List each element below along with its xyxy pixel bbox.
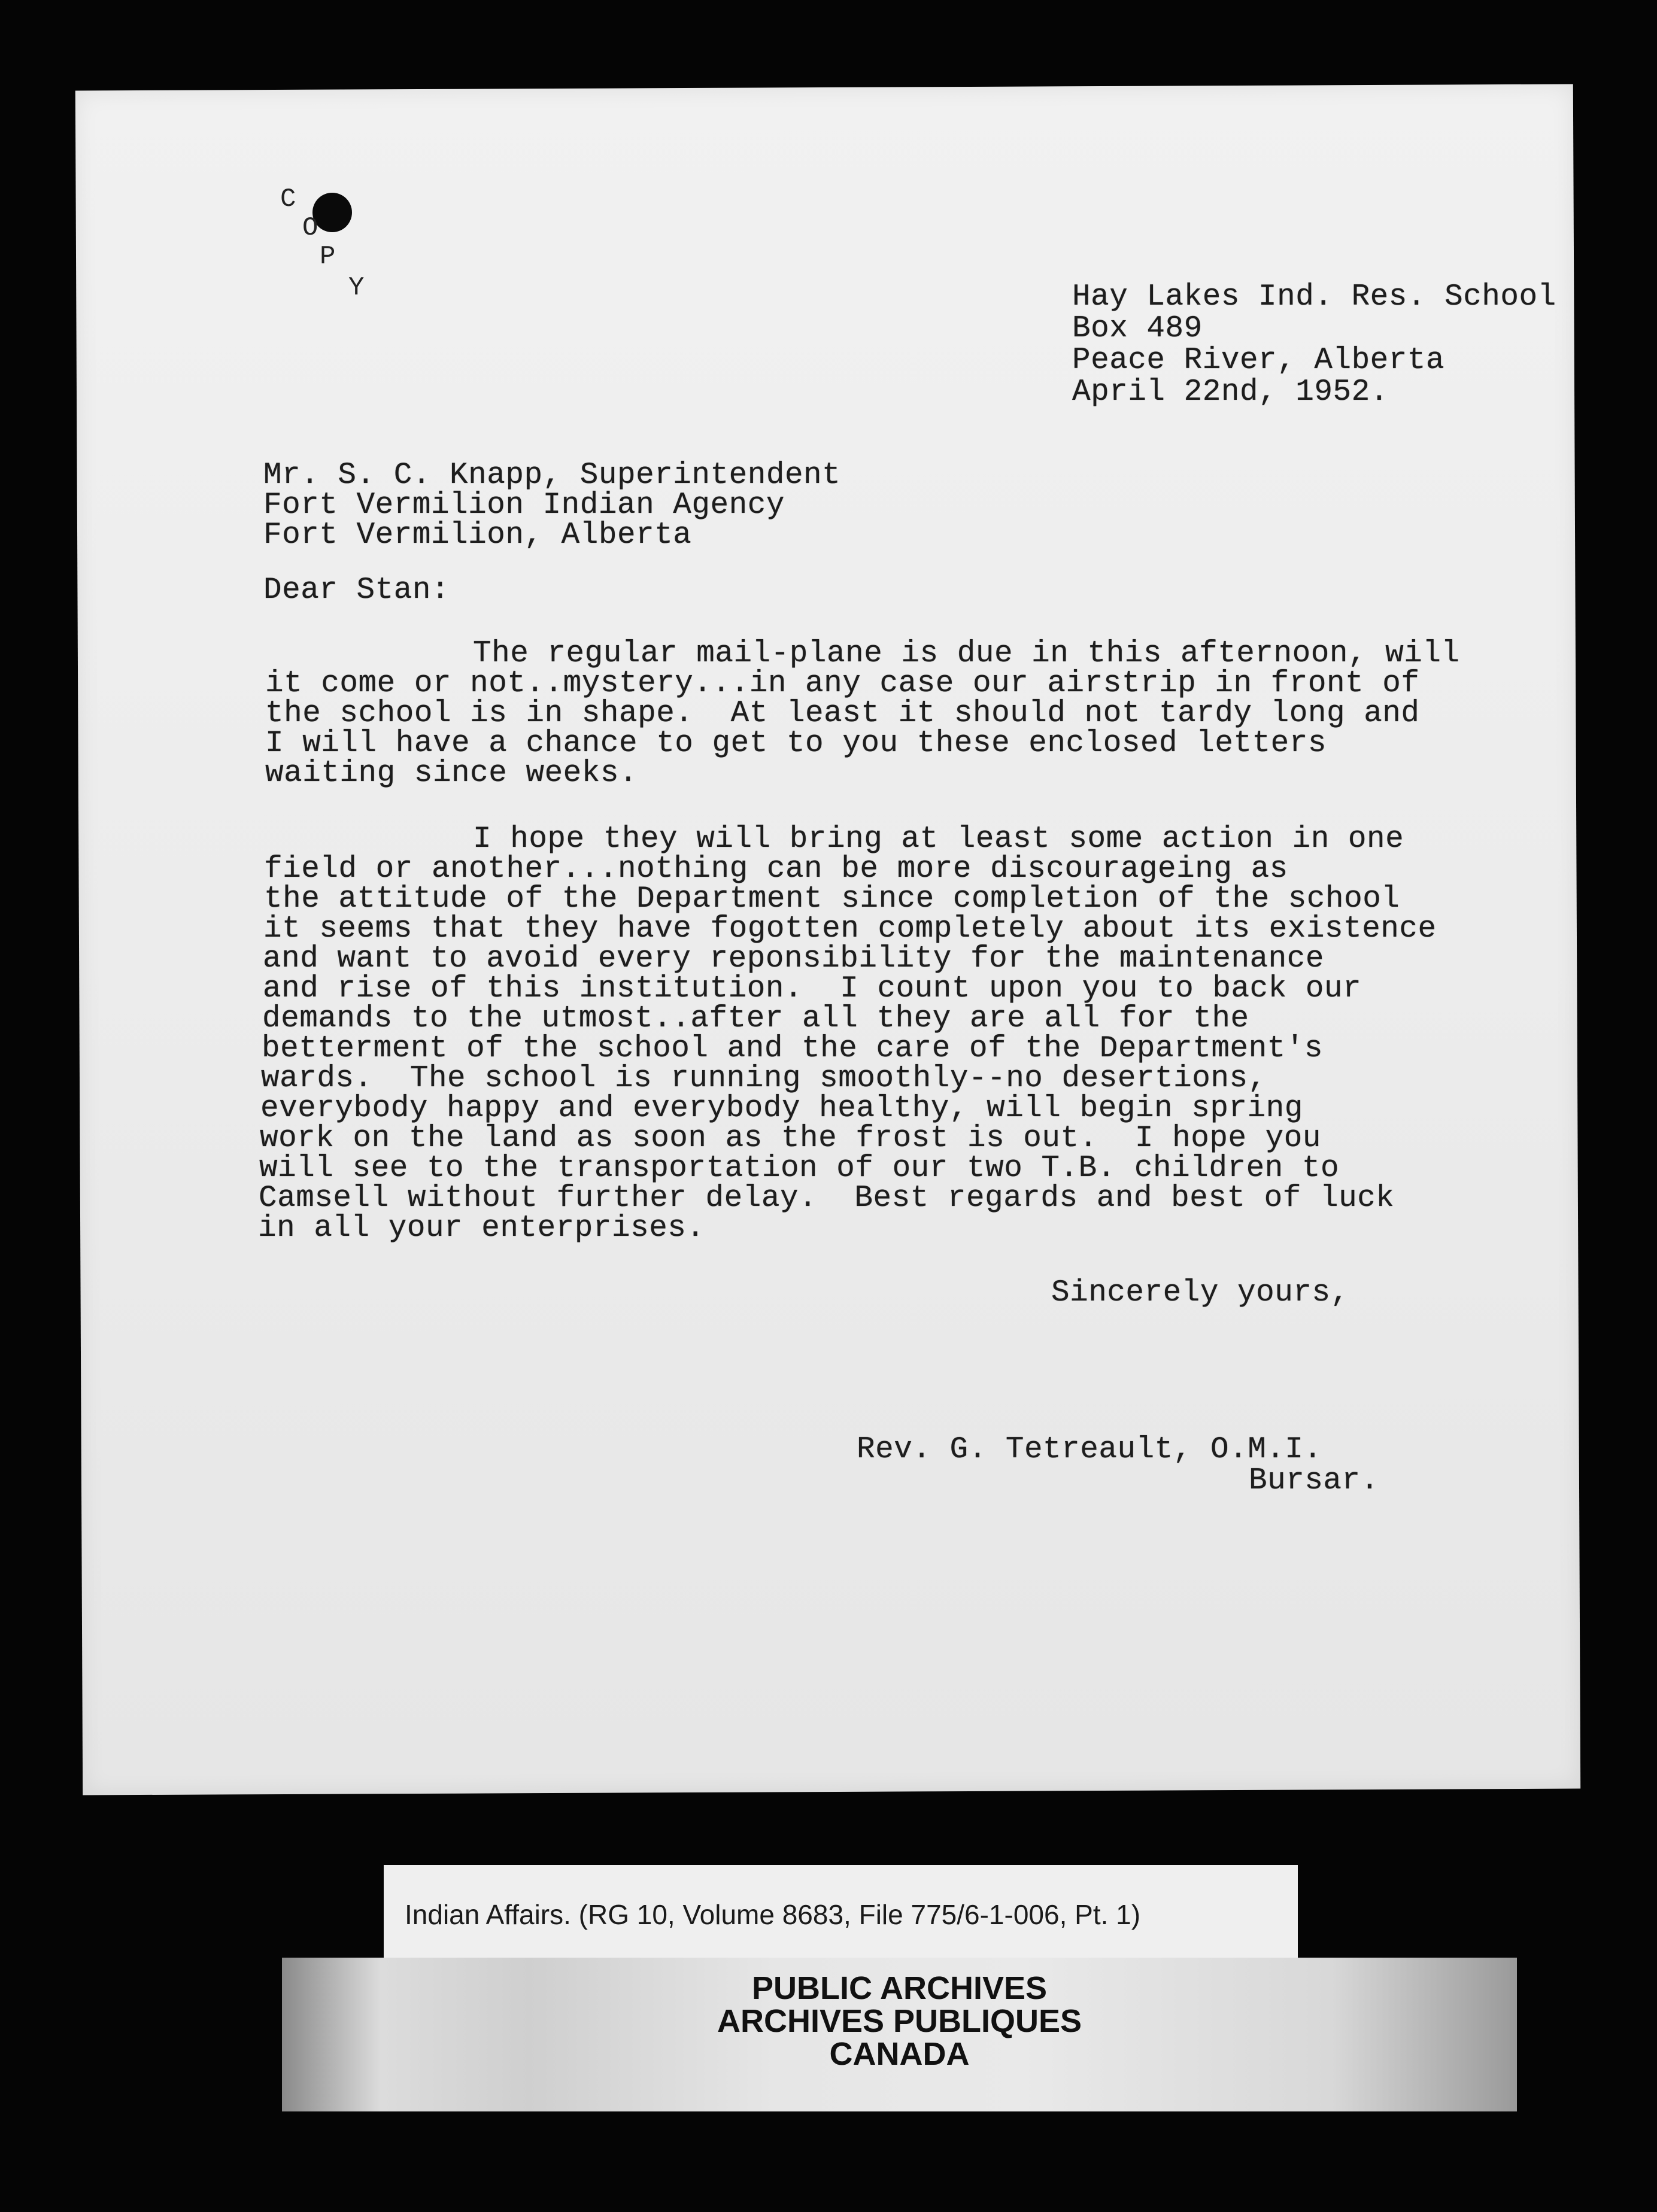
archive-stamp [282,1958,1517,2111]
stamp-line: ARCHIVES PUBLIQUES [717,2003,1082,2039]
body-line: it come or not..mystery...in any case our airstrip in front of [265,667,1420,701]
stamp-line: CANADA [829,2036,970,2072]
recipient-line: Fort Vermilion, Alberta [263,518,692,552]
body-line: The regular mail-plane is due in this afternoon, will [473,637,1460,671]
closing: Sincerely yours, [1051,1276,1349,1310]
stamp-line: PUBLIC ARCHIVES [751,1970,1048,2006]
address-line: Box 489 [1072,312,1203,346]
body-line: and rise of this institution. I count upon you to back our [263,972,1362,1006]
ink-blot [312,193,352,232]
copy-mark-p: P [320,242,336,272]
body-line: in all your enterprises. [258,1211,705,1245]
address-line: Hay Lakes Ind. Res. School [1072,280,1556,314]
body-line: everybody happy and everybody healthy, will begin spring [260,1092,1303,1126]
archive-reference-label [384,1865,1298,1965]
body-line: betterment of the school and the care of the Department's [262,1032,1323,1066]
body-line: the attitude of the Department since completion of the school [264,882,1400,916]
body-line: I will have a chance to get to you these enclosed letters [265,727,1327,761]
body-line: I hope they will bring at least some action in one [473,822,1404,856]
body-line: it seems that they have fogotten completely about its existence [263,912,1437,946]
copy-mark-c: C [280,184,296,214]
recipient-line: Fort Vermilion Indian Agency [263,488,785,522]
body-line: waiting since weeks. [265,756,638,791]
salutation: Dear Stan: [263,573,450,607]
signature-name: Rev. G. Tetreault, O.M.I. [857,1433,1322,1467]
body-line: demands to the utmost..after all they are all for the [262,1002,1249,1036]
body-line: work on the land as soon as the frost is out. I hope you [260,1122,1321,1156]
body-line: Camsell without further delay. Best regards and best of luck [259,1181,1395,1216]
copy-mark-o: O [302,213,318,243]
recipient-line: Mr. S. C. Knapp, Superintendent [263,458,841,493]
copy-mark-y: Y [348,273,365,303]
archive-reference: Indian Affairs. (RG 10, Volume 8683, File 775/6-1-006, Pt. 1) [405,1899,1141,1930]
body-line: will see to the transportation of our two T.B. children to [259,1151,1340,1186]
signature-title: Bursar. [1249,1464,1379,1498]
address-line: Peace River, Alberta [1072,344,1445,378]
body-line: and want to avoid every reponsibility for the maintenance [263,942,1324,976]
body-line: wards. The school is running smoothly--no desertions, [261,1062,1267,1096]
body-line: field or another...nothing can be more discourageing as [264,852,1288,886]
body-line: the school is in shape. At least it should not tardy long and [265,697,1420,731]
letter-date: April 22nd, 1952. [1072,375,1389,409]
